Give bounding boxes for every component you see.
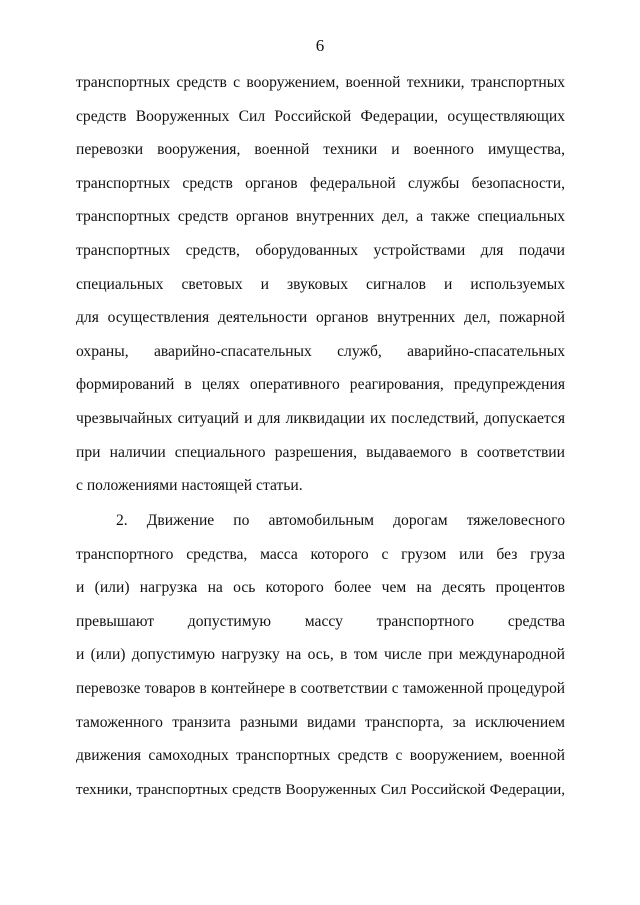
text-line: транспортных средств органов федеральной службы безопасности, (76, 174, 565, 192)
text-line: транспортного средства, масса которого с грузом или без груза (76, 545, 565, 563)
text-line: с положениями настоящей статьи. (76, 477, 303, 495)
text-line: при наличии специального разрешения, выдаваемого в соответствии (76, 443, 565, 461)
page-number: 6 (315, 36, 325, 55)
text-line: транспортных средств, оборудованных устройствами для подачи (76, 241, 565, 259)
text-line: охраны, аварийно-спасательных служб, аварийно-спасательных (76, 342, 565, 360)
text-line: формирований в целях оперативного реагирования, предупреждения (76, 376, 565, 394)
text-line: для осуществления деятельности органов внутренних дел, пожарной (76, 309, 565, 327)
text-line: чрезвычайных ситуаций и для ликвидации их последствий, допускается (76, 409, 565, 427)
text-line: перевозки вооружения, военной техники и военного имущества, (76, 141, 565, 159)
paragraph-1 (76, 73, 565, 510)
text-line: и (или) допустимую нагрузку на ось, в том числе при международной (76, 646, 565, 664)
text-line: транспортных средств с вооружением, военной техники, транспортных (76, 74, 565, 91)
text-line: и (или) нагрузка на ось которого более чем на десять процентов (76, 579, 565, 597)
text-line: таможенного транзита разными видами транспорта, за исключением (76, 713, 565, 731)
text-line: средств Вооруженных Сил Российской Федерации, осуществляющих (76, 107, 565, 125)
text-line: движения самоходных транспортных средств с вооружением, военной (76, 747, 565, 765)
text-line: техники, транспортных средств Вооруженных Сил Российской Федерации, (76, 780, 565, 798)
text-line: перевозке товаров в контейнере в соответствии с таможенной процедурой (76, 679, 565, 697)
text-line: превышают допустимую массу транспортного средства (76, 612, 565, 630)
text-line: специальных световых и звуковых сигналов и используемых (76, 275, 565, 293)
text-line: транспортных средств органов внутренних дел, а также специальных (76, 208, 565, 226)
paragraph-2 (76, 511, 565, 813)
text-line-indented: 2. Движение по автомобильным дорогам тяжеловесного (116, 512, 565, 529)
